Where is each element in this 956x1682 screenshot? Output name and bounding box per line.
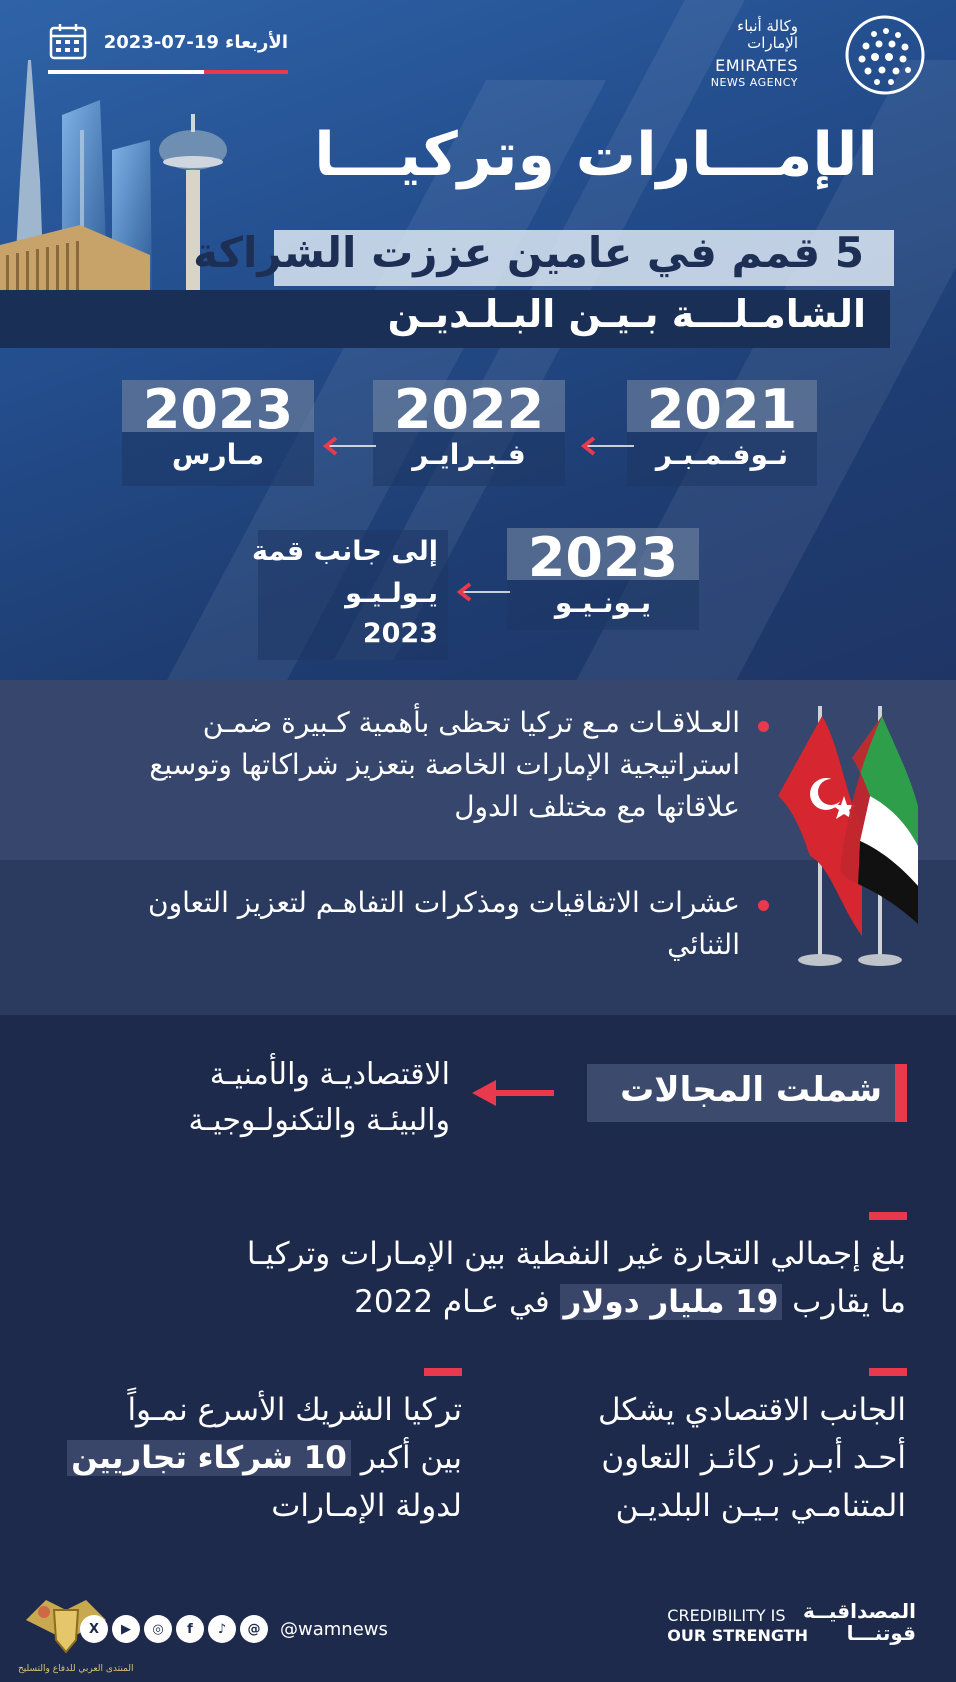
date-underline	[48, 70, 288, 74]
slogan-en-line-2: OUR STRENGTH	[667, 1626, 808, 1645]
partner-line-2-pre: بين أكبر	[350, 1440, 462, 1476]
timeline-arrow-icon	[570, 436, 634, 456]
economic-line-2: أحـد أبـرز ركائـز التعاون	[601, 1440, 906, 1476]
fields-label-accent	[895, 1064, 907, 1122]
logo-globe-icon	[844, 14, 926, 96]
slogan-en-line-1: CREDIBILITY IS	[667, 1606, 786, 1625]
section-tick	[424, 1368, 462, 1376]
slogan-arabic	[803, 1599, 916, 1645]
page-title: الإمـــارات وتركيـــا	[314, 120, 878, 190]
slogan-ar-line-2: قوتنـــا	[846, 1621, 916, 1645]
logo-arabic: وكالة أنباء الإمارات	[737, 17, 798, 52]
timeline-arrow-icon	[446, 582, 510, 602]
subtitle-1: 5 قمم في عامين عززت الشراكة	[193, 228, 864, 277]
fields-text	[188, 1052, 450, 1144]
section-tick	[869, 1368, 907, 1376]
slogan-ar-line-1: المصداقيــة	[803, 1599, 916, 1623]
instagram-icon[interactable]: ◎	[144, 1615, 172, 1643]
timeline-card-3	[122, 380, 314, 486]
bullet-text-2	[60, 882, 740, 966]
timeline-month: نـوفـمـبـر	[655, 438, 789, 471]
trade-highlight: 19 مليار دولار	[560, 1284, 783, 1320]
timeline-year: 2022	[393, 378, 545, 441]
timeline-month: فـبـرايـر	[412, 438, 526, 471]
bullet-1-line-1: العـلاقـات مـع تركيا تحظى بأهمية كـبيرة ضمـن	[202, 706, 740, 739]
left-arrow-icon	[472, 1078, 554, 1108]
partner-line-3: لدولة الإمـارات	[271, 1488, 462, 1524]
timeline-card-2	[373, 380, 565, 486]
facebook-icon[interactable]: f	[176, 1615, 204, 1643]
side-note-line-2: يـولـيـو	[345, 578, 438, 609]
trade-line-2-post: في عـام 2022	[354, 1284, 560, 1320]
fields-line-2: والبيئـة والتكنولـوجيـة	[188, 1103, 450, 1138]
partner-text	[67, 1386, 462, 1530]
bullet-2-line-2: الثنائي	[667, 928, 740, 961]
trade-line-2	[247, 1278, 906, 1326]
timeline-card-1	[627, 380, 817, 486]
date-text: الأربعاء 19-07-2023	[103, 32, 288, 53]
bullet-1-line-2: استراتيجية الإمارات الخاصة بتعزيز شراكاتها وتوسيع	[149, 748, 740, 781]
calendar-icon	[48, 22, 88, 62]
social-handle[interactable]: @wamnews	[280, 1618, 388, 1640]
side-note-line-3: 2023	[362, 618, 438, 649]
timeline-month: يـونـيـو	[554, 586, 652, 619]
partner-highlight: 10 شركاء تجاريين	[67, 1440, 351, 1476]
hero-banner	[0, 0, 956, 680]
timeline-year: 2021	[646, 378, 798, 441]
threads-icon[interactable]: @	[240, 1615, 268, 1643]
trade-line-2-pre: ما يقارب	[782, 1284, 906, 1320]
timeline-year: 2023	[527, 526, 679, 589]
economic-line-3: المتنامـي بـيـن البلديـن	[615, 1488, 906, 1524]
economic-text	[598, 1386, 906, 1530]
wam-logo	[710, 14, 926, 94]
date-block	[48, 20, 288, 76]
slogan	[656, 1598, 916, 1658]
slogan-english	[667, 1606, 808, 1646]
bullet-dot	[758, 721, 769, 732]
side-note-line-1: إلى جانب قمة	[252, 536, 438, 567]
fields-label: شملت المجالات	[620, 1070, 882, 1110]
fields-line-1: الاقتصاديـة والأمنيـة	[209, 1057, 450, 1092]
timeline-side-note	[252, 530, 448, 660]
logo-english-2: NEWS AGENCY	[710, 76, 798, 89]
subtitle-2: الشامـلـــة بـيـن البـلـديـن	[387, 292, 866, 336]
watermark-text: المنتدى العربي للدفاع والتسليح	[18, 1664, 134, 1674]
bullet-dot	[758, 900, 769, 911]
bullet-text-1	[60, 702, 740, 828]
tiktok-icon[interactable]: ♪	[208, 1615, 236, 1643]
section-tick	[869, 1212, 907, 1220]
bullet-1-line-3: علاقاتها مع مختلف الدول	[454, 790, 740, 823]
timeline-year: 2023	[142, 378, 294, 441]
economic-line-1: الجانب الاقتصادي يشكل	[597, 1392, 906, 1428]
partner-line-1: تركيا الشريك الأسرع نمـواً	[127, 1392, 462, 1428]
partner-line-2	[67, 1434, 462, 1482]
timeline-arrow-icon	[312, 436, 376, 456]
youtube-icon[interactable]: ▶	[112, 1615, 140, 1643]
logo-english-1: EMIRATES	[715, 56, 798, 75]
timeline-card-4	[507, 528, 699, 630]
x-icon[interactable]: X	[80, 1615, 108, 1643]
bullet-2-line-1: عشرات الاتفاقيات ومذكرات التفاهـم لتعزيز التعاون	[148, 886, 740, 919]
uae-turkey-flags-illustration	[770, 706, 940, 976]
trade-text	[247, 1230, 906, 1326]
social-links	[80, 1612, 388, 1646]
footer	[0, 1580, 956, 1682]
trade-line-1: بلغ إجمالي التجارة غير النفطية بين الإمـارات وتركيـا	[246, 1236, 906, 1272]
timeline-month: مـارس	[171, 438, 265, 471]
